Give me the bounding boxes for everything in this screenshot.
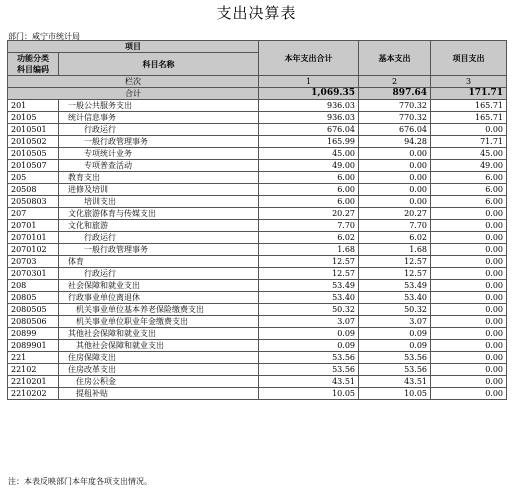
row-code: 20899 [8, 328, 59, 340]
row-total: 20.27 [259, 208, 359, 220]
row-basic: 676.04 [359, 124, 431, 136]
row-project: 0.00 [431, 208, 507, 220]
page-title: 支出决算表 [216, 4, 297, 22]
total-row-basic: 897.64 [359, 88, 431, 100]
row-code: 20105 [8, 112, 59, 124]
row-basic: 12.57 [359, 268, 431, 280]
col-total-header: 本年支出合计 [259, 41, 359, 76]
row-code: 2080505 [8, 304, 59, 316]
row-subject-name: 住房公积金 [59, 376, 259, 388]
row-project: 6.00 [431, 184, 507, 196]
row-subject-name: 机关事业单位基本养老保险缴费支出 [59, 304, 259, 316]
table-row [8, 196, 507, 208]
row-total: 3.07 [259, 316, 359, 328]
row-basic: 10.05 [359, 388, 431, 400]
row-basic: 770.32 [359, 112, 431, 124]
row-code: 221 [8, 352, 59, 364]
row-total: 53.49 [259, 280, 359, 292]
row-basic: 43.51 [359, 376, 431, 388]
row-total: 6.02 [259, 232, 359, 244]
table-row [8, 268, 507, 280]
row-total: 936.03 [259, 100, 359, 112]
row-code: 2010507 [8, 160, 59, 172]
row-code: 2070301 [8, 268, 59, 280]
row-project: 0.00 [431, 328, 507, 340]
row-project: 0.00 [431, 352, 507, 364]
row-total: 45.00 [259, 148, 359, 160]
order-row-label: 栏次 [8, 76, 259, 88]
row-project: 71.71 [431, 136, 507, 148]
row-subject-name: 社会保障和就业支出 [59, 280, 259, 292]
row-code: 20805 [8, 292, 59, 304]
table-row [8, 304, 507, 316]
row-code: 2010505 [8, 148, 59, 160]
row-code: 201 [8, 100, 59, 112]
row-basic: 3.07 [359, 316, 431, 328]
row-code: 207 [8, 208, 59, 220]
row-project: 165.71 [431, 100, 507, 112]
row-project: 0.00 [431, 364, 507, 376]
row-project: 45.00 [431, 148, 507, 160]
row-code: 2010502 [8, 136, 59, 148]
total-row-project: 171.71 [431, 88, 507, 100]
row-basic: 20.27 [359, 208, 431, 220]
col-project-header: 项目支出 [431, 41, 507, 76]
order-col-1: 1 [259, 76, 359, 88]
row-total: 10.05 [259, 388, 359, 400]
row-code: 2010501 [8, 124, 59, 136]
row-code: 2210201 [8, 376, 59, 388]
func-code-header-line2: 科目编码 [17, 64, 49, 74]
row-subject-name: 教育支出 [59, 172, 259, 184]
row-total: 1.68 [259, 244, 359, 256]
table-row [8, 124, 507, 136]
table-row [8, 316, 507, 328]
row-subject-name: 其他社会保障和就业支出 [59, 340, 259, 352]
row-total: 0.09 [259, 340, 359, 352]
row-project: 6.00 [431, 172, 507, 184]
row-basic: 6.02 [359, 232, 431, 244]
row-total: 936.03 [259, 112, 359, 124]
row-subject-name: 行政运行 [59, 124, 259, 136]
row-project: 0.00 [431, 376, 507, 388]
row-subject-name: 一般行政管理事务 [59, 244, 259, 256]
row-code: 2089901 [8, 340, 59, 352]
row-code: 2080506 [8, 316, 59, 328]
row-basic: 53.49 [359, 280, 431, 292]
row-subject-name: 住房保障支出 [59, 352, 259, 364]
row-project: 0.00 [431, 220, 507, 232]
row-code: 2210202 [8, 388, 59, 400]
row-subject-name: 提租补贴 [59, 388, 259, 400]
row-subject-name: 行政事业单位离退休 [59, 292, 259, 304]
row-basic: 0.00 [359, 196, 431, 208]
table-row [8, 136, 507, 148]
row-basic: 0.00 [359, 148, 431, 160]
table-row [8, 148, 507, 160]
table-row [8, 292, 507, 304]
row-subject-name: 一般行政管理事务 [59, 136, 259, 148]
table-row [8, 220, 507, 232]
row-total: 53.40 [259, 292, 359, 304]
row-project: 0.00 [431, 244, 507, 256]
row-project: 0.00 [431, 292, 507, 304]
row-total: 43.51 [259, 376, 359, 388]
table-row [8, 352, 507, 364]
row-basic: 0.00 [359, 184, 431, 196]
row-total: 53.56 [259, 352, 359, 364]
row-project: 0.00 [431, 340, 507, 352]
order-col-3: 3 [431, 76, 507, 88]
table-row [8, 232, 507, 244]
row-subject-name: 住房改革支出 [59, 364, 259, 376]
row-basic: 53.56 [359, 352, 431, 364]
table-row [8, 364, 507, 376]
row-basic: 0.00 [359, 172, 431, 184]
row-basic: 12.57 [359, 256, 431, 268]
table-row [8, 280, 507, 292]
expenditure-table-container [7, 40, 506, 400]
row-code: 208 [8, 280, 59, 292]
row-code: 20703 [8, 256, 59, 268]
order-col-2: 2 [359, 76, 431, 88]
total-row-label: 合计 [8, 88, 259, 100]
func-code-header-line1: 功能分类 [17, 53, 49, 63]
row-total: 53.56 [259, 364, 359, 376]
row-basic: 0.09 [359, 340, 431, 352]
row-total: 165.99 [259, 136, 359, 148]
row-code: 2070101 [8, 232, 59, 244]
row-total: 49.00 [259, 160, 359, 172]
table-row [8, 112, 507, 124]
row-subject-name: 统计信息事务 [59, 112, 259, 124]
row-subject-name: 专项统计业务 [59, 148, 259, 160]
expenditure-table [7, 40, 507, 400]
func-code-header [8, 53, 59, 76]
row-basic: 0.00 [359, 160, 431, 172]
row-project: 6.00 [431, 196, 507, 208]
row-subject-name: 体育 [59, 256, 259, 268]
footnote: 注：本表反映部门本年度各项支出情况。 [8, 477, 152, 486]
row-total: 7.70 [259, 220, 359, 232]
row-total: 6.00 [259, 184, 359, 196]
row-basic: 53.56 [359, 364, 431, 376]
row-project: 0.00 [431, 280, 507, 292]
row-total: 50.32 [259, 304, 359, 316]
col-basic-header: 基本支出 [359, 41, 431, 76]
row-code: 22102 [8, 364, 59, 376]
row-subject-name: 培训支出 [59, 196, 259, 208]
row-project: 0.00 [431, 388, 507, 400]
table-row [8, 184, 507, 196]
row-project: 49.00 [431, 160, 507, 172]
row-total: 6.00 [259, 172, 359, 184]
row-project: 165.71 [431, 112, 507, 124]
row-subject-name: 一般公共服务支出 [59, 100, 259, 112]
row-subject-name: 文化旅游体育与传媒支出 [59, 208, 259, 220]
row-code: 2050803 [8, 196, 59, 208]
table-row [8, 340, 507, 352]
row-total: 6.00 [259, 196, 359, 208]
row-code: 2070102 [8, 244, 59, 256]
row-total: 12.57 [259, 268, 359, 280]
row-subject-name: 行政运行 [59, 232, 259, 244]
row-subject-name: 机关事业单位职业年金缴费支出 [59, 316, 259, 328]
row-project: 0.00 [431, 256, 507, 268]
row-basic: 770.32 [359, 100, 431, 112]
row-subject-name: 进修及培训 [59, 184, 259, 196]
row-project: 0.00 [431, 232, 507, 244]
table-row [8, 160, 507, 172]
table-row [8, 328, 507, 340]
row-project: 0.00 [431, 124, 507, 136]
row-total: 0.09 [259, 328, 359, 340]
row-code: 20508 [8, 184, 59, 196]
table-row [8, 208, 507, 220]
row-basic: 94.28 [359, 136, 431, 148]
item-group-header: 项目 [8, 41, 259, 53]
row-total: 12.57 [259, 256, 359, 268]
table-row [8, 100, 507, 112]
row-basic: 50.32 [359, 304, 431, 316]
table-row [8, 388, 507, 400]
row-basic: 1.68 [359, 244, 431, 256]
row-code: 205 [8, 172, 59, 184]
table-row [8, 256, 507, 268]
row-subject-name: 文化和旅游 [59, 220, 259, 232]
row-basic: 7.70 [359, 220, 431, 232]
row-project: 0.00 [431, 304, 507, 316]
row-project: 0.00 [431, 268, 507, 280]
row-total: 676.04 [259, 124, 359, 136]
row-basic: 0.09 [359, 328, 431, 340]
row-subject-name: 行政运行 [59, 268, 259, 280]
table-row [8, 376, 507, 388]
department-label: 部门：咸宁市统计局 [8, 32, 80, 41]
subject-name-header: 科目名称 [59, 53, 259, 76]
row-project: 0.00 [431, 316, 507, 328]
total-row-total: 1,069.35 [259, 88, 359, 100]
row-subject-name: 其他社会保障和就业支出 [59, 328, 259, 340]
row-code: 20701 [8, 220, 59, 232]
table-row [8, 172, 507, 184]
row-subject-name: 专项普查活动 [59, 160, 259, 172]
row-basic: 53.40 [359, 292, 431, 304]
table-row [8, 244, 507, 256]
